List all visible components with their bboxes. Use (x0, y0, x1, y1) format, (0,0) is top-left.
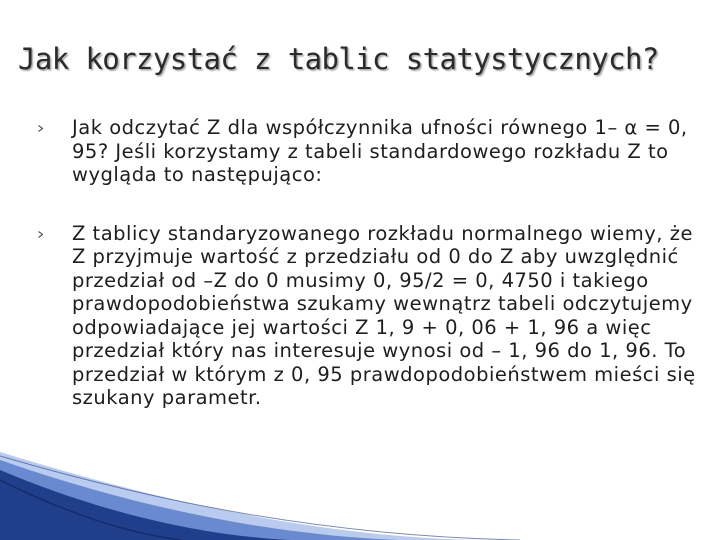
bullet-text: Z tablicy standaryzowanego rozkładu normalnego wiemy, że Z przyjmuje wartość z przedziału od 0 do Z aby uwzględnić przedział od –Z do 0 musimy 0, 95/2 = 0, 4750 i takiego prawdopodobieństwa szukamy wewnątrz tabeli odczytujemy odpowiadające jej wartości Z 1, 9 + 0, 06 + 1, 96 a więc przedział który nas interesuje wynosi od – 1, 96 do 1, 96. To przedział w którym z 0, 95 prawdopodobieństwem mieści się szukany parametr. (72, 221, 696, 409)
decorative-wave-shape (0, 440, 720, 540)
bullet-arrow-icon (38, 125, 43, 132)
bullet-item (38, 116, 698, 187)
bullet-arrow-icon (38, 231, 43, 238)
bullet-item (38, 222, 698, 410)
bullet-list (38, 116, 698, 410)
bullet-text: Jak odczytać Z dla współczynnika ufności równego 1– α = 0, 95? Jeśli korzystamy z tabeli standardowego rozkładu Z to wygląda to następująco: (72, 116, 688, 186)
slide-title: Jak korzystać z tablic statystycznych? (18, 42, 659, 76)
